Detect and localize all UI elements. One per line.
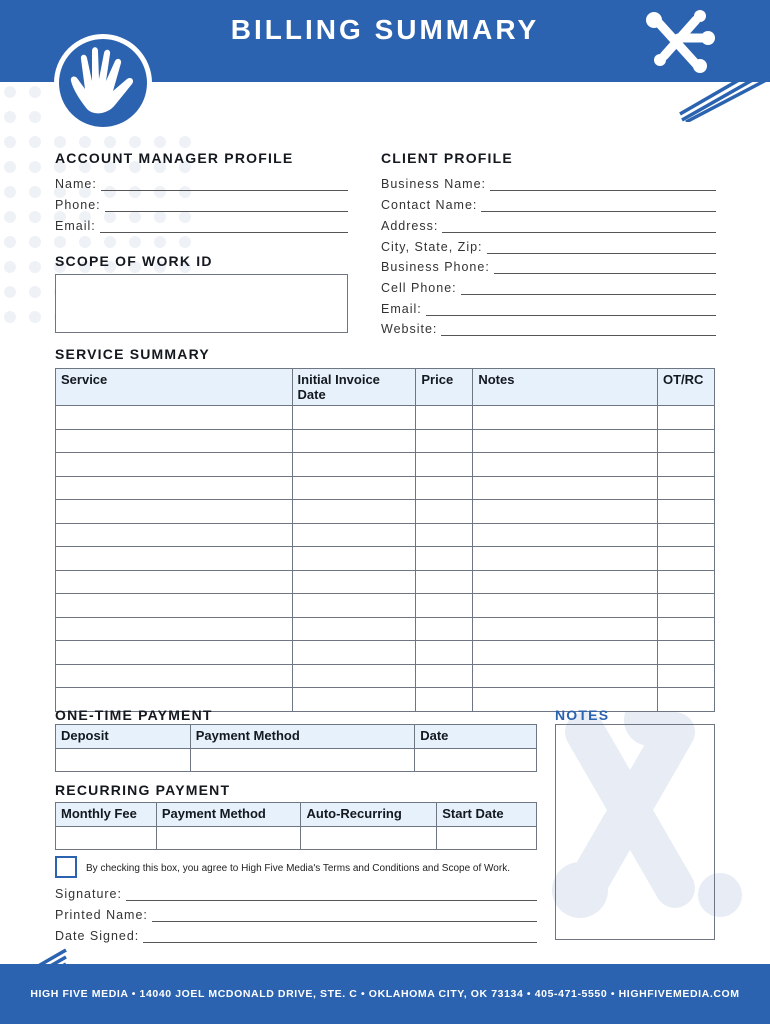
ot-rc-cell[interactable] (657, 429, 714, 453)
field-label: Business Phone: (381, 260, 490, 274)
table-row (56, 476, 715, 500)
date-signed-field[interactable] (55, 929, 537, 943)
table-row (56, 453, 715, 477)
invoice-date-cell[interactable] (292, 406, 416, 430)
table-row (56, 664, 715, 688)
price-cell[interactable] (416, 453, 473, 477)
field-label: Address: (381, 219, 439, 233)
page-title: BILLING SUMMARY (230, 14, 540, 45)
ot-rc-cell[interactable] (657, 523, 714, 547)
field-label: Email: (55, 219, 96, 233)
column-header-monthly-fee: Monthly Fee (56, 803, 157, 827)
price-cell[interactable] (416, 547, 473, 571)
table-header-row (56, 725, 537, 749)
agreement-checkbox[interactable] (55, 856, 77, 878)
scope-of-work-input[interactable] (55, 274, 348, 333)
field-line (152, 911, 537, 922)
field-line (105, 201, 348, 212)
client-website-field[interactable] (381, 322, 716, 336)
ot-rc-cell[interactable] (657, 641, 714, 665)
client-email-field[interactable] (381, 302, 716, 316)
client-business-name-field[interactable] (381, 177, 716, 191)
service-cell[interactable] (56, 641, 293, 665)
ot-rc-cell[interactable] (657, 453, 714, 477)
invoice-date-cell[interactable] (292, 641, 416, 665)
price-cell[interactable] (416, 688, 473, 712)
table-row (56, 429, 715, 453)
column-header-service: Service (56, 369, 293, 406)
ot-rc-cell[interactable] (657, 500, 714, 524)
invoice-date-cell[interactable] (292, 523, 416, 547)
payment-method-cell[interactable] (156, 826, 301, 850)
notes-cell[interactable] (473, 523, 658, 547)
client-city-state-zip-field[interactable] (381, 240, 716, 254)
notes-cell[interactable] (473, 406, 658, 430)
table-row (56, 570, 715, 594)
column-header-payment-method: Payment Method (156, 803, 301, 827)
price-cell[interactable] (416, 617, 473, 641)
invoice-date-cell[interactable] (292, 617, 416, 641)
field-line (143, 932, 537, 943)
price-cell[interactable] (416, 429, 473, 453)
ot-rc-cell[interactable] (657, 570, 714, 594)
service-cell[interactable] (56, 406, 293, 430)
ot-rc-cell[interactable] (657, 547, 714, 571)
price-cell[interactable] (416, 523, 473, 547)
account-manager-heading: ACCOUNT MANAGER PROFILE (55, 150, 294, 166)
client-profile-heading: CLIENT PROFILE (381, 150, 513, 166)
printed-name-field[interactable] (55, 908, 537, 922)
one-time-payment-heading: ONE-TIME PAYMENT (55, 707, 213, 723)
invoice-date-cell[interactable] (292, 453, 416, 477)
service-cell[interactable] (56, 547, 293, 571)
service-cell[interactable] (56, 429, 293, 453)
price-cell[interactable] (416, 476, 473, 500)
service-cell[interactable] (56, 594, 293, 618)
invoice-date-cell[interactable] (292, 664, 416, 688)
price-cell[interactable] (416, 664, 473, 688)
stripes-decoration (0, 948, 70, 998)
recurring-payment-table (55, 802, 537, 850)
price-cell[interactable] (416, 406, 473, 430)
field-label: Business Name: (381, 177, 487, 191)
service-cell[interactable] (56, 500, 293, 524)
field-line (101, 180, 348, 191)
notes-cell[interactable] (473, 570, 658, 594)
table-row (56, 748, 537, 772)
invoice-date-cell[interactable] (292, 570, 416, 594)
service-cell[interactable] (56, 617, 293, 641)
field-line (487, 243, 716, 254)
table-row (56, 641, 715, 665)
field-label: City, State, Zip: (381, 240, 483, 254)
field-label: Date Signed: (55, 929, 140, 943)
invoice-date-cell[interactable] (292, 500, 416, 524)
field-label: Signature: (55, 887, 122, 901)
agreement-text: By checking this box, you agree to High Five Media's Terms and Conditions and Scope of Work. (86, 863, 510, 874)
ot-rc-cell[interactable] (657, 594, 714, 618)
notes-heading: NOTES (555, 707, 610, 723)
notes-input[interactable] (555, 724, 715, 940)
field-line (461, 284, 716, 295)
table-row (56, 547, 715, 571)
field-label: Website: (381, 322, 438, 336)
field-label: Phone: (55, 198, 101, 212)
ot-rc-cell[interactable] (657, 617, 714, 641)
field-label: Contact Name: (381, 198, 478, 212)
field-line (426, 305, 716, 316)
price-cell[interactable] (416, 570, 473, 594)
column-header-initial-invoice-date: Initial Invoice Date (292, 369, 416, 406)
notes-cell[interactable] (473, 476, 658, 500)
service-cell[interactable] (56, 664, 293, 688)
column-header-auto-recurring: Auto-Recurring (301, 803, 437, 827)
field-line (442, 222, 716, 233)
field-line (100, 222, 348, 233)
column-header-deposit: Deposit (56, 725, 191, 749)
client-business-phone-field[interactable] (381, 260, 716, 274)
payment-method-cell[interactable] (190, 748, 414, 772)
price-cell[interactable] (416, 500, 473, 524)
notes-cell[interactable] (473, 664, 658, 688)
client-contact-name-field[interactable] (381, 198, 716, 212)
table-header-row (56, 803, 537, 827)
deposit-cell[interactable] (56, 748, 191, 772)
ot-rc-cell[interactable] (657, 664, 714, 688)
invoice-date-cell[interactable] (292, 688, 416, 712)
notes-cell[interactable] (473, 617, 658, 641)
footer-address: HIGH FIVE MEDIA • 14040 JOEL MCDONALD DRIVE, STE. C • OKLAHOMA CITY, OK 73134 • 405-471-5550 • HIGHFIVEMEDIA.COM (30, 988, 740, 1000)
field-line (481, 201, 716, 212)
am-name-field[interactable] (55, 177, 348, 191)
service-cell[interactable] (56, 476, 293, 500)
price-cell[interactable] (416, 641, 473, 665)
start-date-cell[interactable] (437, 826, 537, 850)
price-cell[interactable] (416, 594, 473, 618)
service-cell[interactable] (56, 453, 293, 477)
invoice-date-cell[interactable] (292, 547, 416, 571)
field-line (490, 180, 716, 191)
auto-recurring-cell[interactable] (301, 826, 437, 850)
table-header-row (56, 369, 715, 406)
notes-cell[interactable] (473, 594, 658, 618)
service-summary-table (55, 368, 715, 712)
date-cell[interactable] (415, 748, 537, 772)
invoice-date-cell[interactable] (292, 476, 416, 500)
client-address-field[interactable] (381, 219, 716, 233)
service-cell[interactable] (56, 570, 293, 594)
column-header-date: Date (415, 725, 537, 749)
column-header-notes: Notes (473, 369, 658, 406)
table-row (56, 594, 715, 618)
hand-logo (54, 34, 152, 132)
am-phone-field[interactable] (55, 198, 348, 212)
client-cell-phone-field[interactable] (381, 281, 716, 295)
ot-rc-cell[interactable] (657, 688, 714, 712)
table-row (56, 500, 715, 524)
am-email-field[interactable] (55, 219, 348, 233)
ot-rc-cell[interactable] (657, 406, 714, 430)
signature-field[interactable] (55, 887, 537, 901)
footer-bar (0, 964, 770, 1024)
table-row (56, 617, 715, 641)
scope-heading: SCOPE OF WORK ID (55, 253, 213, 269)
stripes-decoration (676, 56, 770, 122)
table-row (56, 406, 715, 430)
notes-cell[interactable] (473, 500, 658, 524)
ot-rc-cell[interactable] (657, 476, 714, 500)
column-header-start-date: Start Date (437, 803, 537, 827)
field-label: Printed Name: (55, 908, 148, 922)
service-cell[interactable] (56, 523, 293, 547)
invoice-date-cell[interactable] (292, 429, 416, 453)
notes-cell[interactable] (473, 429, 658, 453)
field-line (126, 890, 537, 901)
service-summary-heading: SERVICE SUMMARY (55, 346, 210, 362)
field-label: Cell Phone: (381, 281, 457, 295)
field-line (441, 325, 716, 336)
recurring-payment-heading: RECURRING PAYMENT (55, 782, 231, 798)
column-header-price: Price (416, 369, 473, 406)
field-label: Name: (55, 177, 97, 191)
table-row (56, 826, 537, 850)
one-time-payment-table (55, 724, 537, 772)
invoice-date-cell[interactable] (292, 594, 416, 618)
column-header-ot-rc: OT/RC (657, 369, 714, 406)
notes-cell[interactable] (473, 641, 658, 665)
hand-icon (59, 39, 147, 127)
field-label: Email: (381, 302, 422, 316)
field-line (494, 263, 716, 274)
monthly-fee-cell[interactable] (56, 826, 157, 850)
column-header-payment-method: Payment Method (190, 725, 414, 749)
notes-cell[interactable] (473, 453, 658, 477)
notes-cell[interactable] (473, 547, 658, 571)
table-row (56, 523, 715, 547)
